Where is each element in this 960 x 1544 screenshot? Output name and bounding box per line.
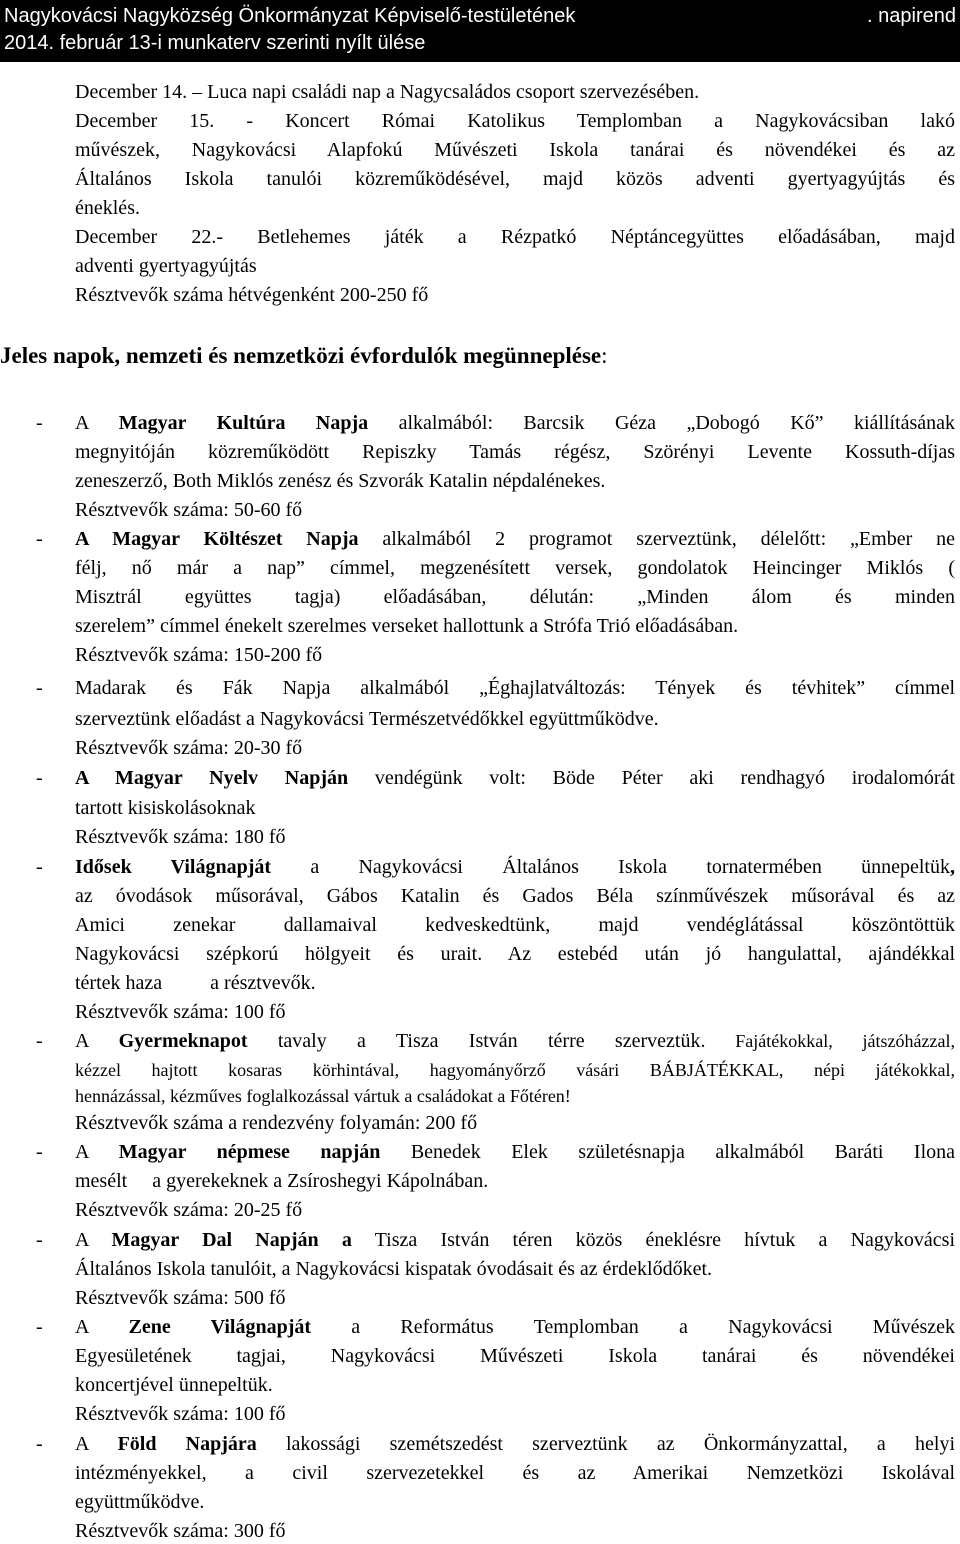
list-item-line: koncertjével ünnepeltük. [75, 1374, 273, 1396]
list-item-line: Nagykovácsi szépkorú hölgyeit és urait. Az estebéd után jó hangulattal, ajándékkal [75, 943, 955, 965]
list-item-line: félj, nő már a nap” címmel, megzenésített versek, gondolatok Heincinger Miklós ( [75, 557, 955, 579]
participant-count: Résztvevők száma: 150-200 fő [75, 644, 323, 666]
list-item-line: együttműködve. [75, 1491, 205, 1513]
header-title: Nagykovácsi Nagyközség Önkormányzat Képviselő-testületének [4, 5, 576, 27]
list-item-line: Misztrál együttes tagja) előadásában, délután: „Minden álom és minden [75, 586, 955, 608]
list-item-line: szerveztünk előadást a Nagykovácsi Természetvédőkkel együttműködve. [75, 708, 659, 730]
participant-count: Résztvevők száma: 300 fő [75, 1520, 286, 1542]
header-subtitle: 2014. február 13-i munkaterv szerinti nyílt ülése [4, 32, 426, 54]
list-item-line: A Magyar Kultúra Napja alkalmából: Barcsik Géza „Dobogó Kő” kiállításának [75, 412, 956, 434]
intro-line: éneklés. [75, 197, 140, 219]
list-item-line: tartott kisiskolásoknak [75, 797, 256, 819]
list-item-line: Idősek Világnapját a Nagykovácsi Általános Iskola tornatermében ünnepeltük, [75, 856, 955, 878]
participant-count: Résztvevők száma: 100 fő [75, 1001, 286, 1023]
list-item-line: Madarak és Fák Napja alkalmából „Éghajlatváltozás: Tények és tévhitek” címmel [75, 677, 955, 699]
list-item-line: szerelem” címmel énekelt szerelmes verseket hallottunk a Strófa Trió előadásában. [75, 615, 739, 637]
list-bullet: - [36, 412, 43, 434]
list-bullet: - [36, 856, 43, 878]
list-bullet: - [36, 677, 43, 699]
participant-count: Résztvevők száma: 500 fő [75, 1287, 286, 1309]
list-bullet: - [36, 1433, 43, 1455]
intro-line: Résztvevők száma hétvégenként 200-250 fő [75, 284, 429, 306]
intro-line: December 22.- Betlehemes játék a Rézpatkó Néptáncegyüttes előadásában, majd [75, 226, 955, 248]
list-bullet: - [36, 1316, 43, 1338]
list-item-line: Amici zenekar dallamaival kedveskedtünk, majd vendéglátással köszöntöttük [75, 914, 955, 936]
participant-count: Résztvevők száma a rendezvény folyamán: 200 fő [75, 1112, 478, 1134]
page-header [0, 0, 960, 62]
list-bullet: - [36, 1229, 43, 1251]
list-item-line: A Zene Világnapját a Református Templomban a Nagykovácsi Művészek [75, 1316, 955, 1338]
list-item-line: zeneszerző, Both Miklós zenész és Szvorák Katalin népdalénekes. [75, 470, 606, 492]
list-bullet: - [36, 528, 43, 550]
participant-count: Résztvevők száma: 180 fő [75, 826, 286, 848]
list-item-line: Általános Iskola tanulóit, a Nagykovácsi kispatak óvodásait és az érdeklődőket. [75, 1258, 713, 1280]
participant-count: Résztvevők száma: 20-30 fő [75, 737, 303, 759]
list-item-line: tértek haza a résztvevők. [75, 972, 316, 994]
intro-line: adventi gyertyagyújtás [75, 255, 257, 277]
list-item-line: megnyitóján közreműködött Repiszky Tamás régész, Szörényi Levente Kossuth-díjas [75, 441, 955, 463]
list-item-line: A Föld Napjára lakossági szemétszedést szerveztünk az Önkormányzattal, a helyi [75, 1433, 955, 1455]
participant-count: Résztvevők száma: 100 fő [75, 1403, 286, 1425]
section-heading: Jeles napok, nemzeti és nemzetközi évfordulók megünneplése: [0, 343, 608, 368]
list-bullet: - [36, 1030, 43, 1052]
intro-line: Általános Iskola tanulói közreműködésével, majd közös adventi gyertyagyújtás és [75, 168, 955, 190]
list-bullet: - [36, 767, 43, 789]
list-item-line: mesélt a gyerekeknek a Zsíroshegyi Kápolnában. [75, 1170, 489, 1192]
list-item-line: A Magyar népmese napján Benedek Elek születésnapja alkalmából Baráti Ilona [75, 1141, 956, 1163]
list-item-line: A Gyermeknapot tavaly a Tisza István térre szerveztük. Fajátékokkal, játszóházzal, [75, 1030, 955, 1052]
list-item-line: intézményekkel, a civil szervezetekkel és az Amerikai Nemzetközi Iskolával [75, 1462, 955, 1484]
intro-line: művészek, Nagykovácsi Alapfokú Művészeti Iskola tanárai és növendékei és az [75, 139, 955, 161]
intro-line: December 14. – Luca napi családi nap a Nagycsaládos csoport szervezésében. [75, 81, 700, 103]
participant-count: Résztvevők száma: 50-60 fő [75, 499, 303, 521]
list-item-line: hennázással, kézműves foglalkozással vártuk a családokat a Főtéren! [75, 1086, 571, 1106]
header-agenda: . napirend [867, 5, 956, 27]
list-item-line: A Magyar Költészet Napja alkalmából 2 programot szerveztünk, délelőtt: „Ember ne [75, 528, 955, 550]
list-item-line: kézzel hajtott kosaras körhintával, hagyományőrző vásári BÁBJÁTÉKKAL, népi játékokkal, [75, 1060, 955, 1080]
participant-count: Résztvevők száma: 20-25 fő [75, 1199, 303, 1221]
list-item-line: A Magyar Dal Napján a Tisza István téren közös éneklésre hívtuk a Nagykovácsi [75, 1229, 955, 1251]
intro-line: December 15. - Koncert Római Katolikus Templomban a Nagykovácsiban lakó [75, 110, 955, 132]
list-item-line: Egyesületének tagjai, Nagykovácsi Művészeti Iskola tanárai és növendékei [75, 1345, 955, 1367]
list-item-line: az óvodások műsorával, Gábos Katalin és Gados Béla színművészek műsorával és az [75, 885, 955, 907]
list-item-line: A Magyar Nyelv Napján vendégünk volt: Böde Péter aki rendhagyó irodalomórát [75, 767, 955, 789]
list-bullet: - [36, 1141, 43, 1163]
